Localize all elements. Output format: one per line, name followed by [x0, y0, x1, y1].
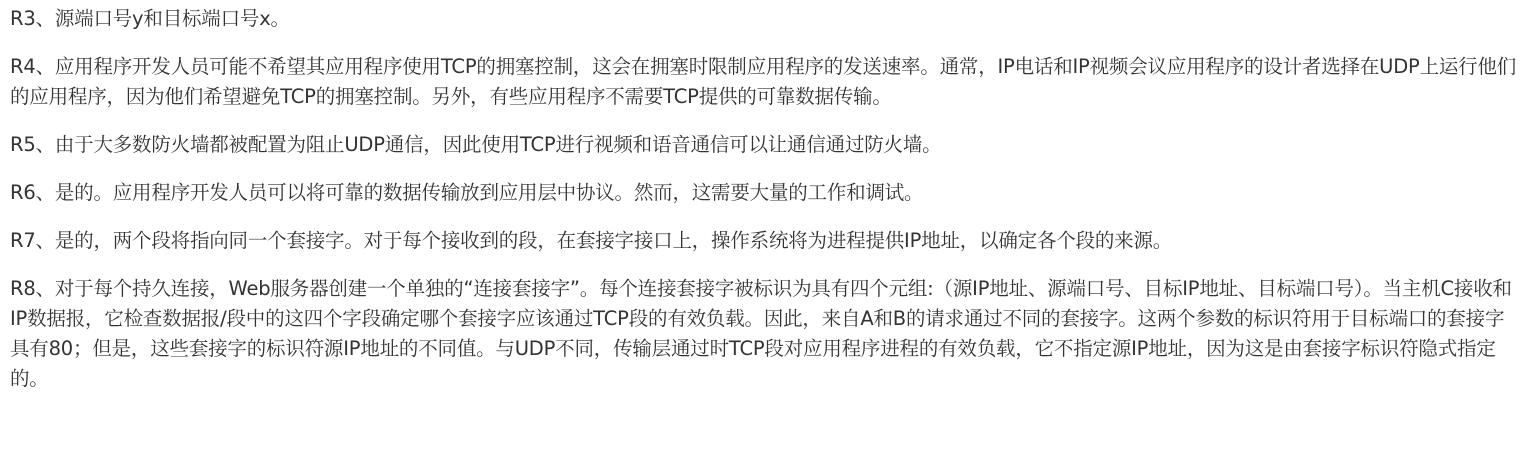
answer-r4: R4、应用程序开发人员可能不希望其应用程序使用TCP的拥塞控制，这会在拥塞时限制应用程序的发送速率。通常，IP电话和IP视频会议应用程序的设计者选择在UDP上运行他们的应用程序，因为他们希望避免TCP的拥塞控制。另外，有些应用程序不需要TCP提供的可靠数据传输。: [10, 55, 1517, 108]
answer-r5: R5、由于大多数防火墙都被配置为阻止UDP通信，因此使用TCP进行视频和语音通信可以让通信通过防火墙。: [10, 133, 942, 156]
answer-r8: R8、对于每个持久连接，Web服务器创建一个单独的“连接套接字”。每个连接套接字被标识为具有四个元组:（源IP地址、源端口号、目标IP地址、目标端口号）。当主机C接收和IP数据报，它检查数据报/段中的这四个字段确定哪个套接字应该通过TCP段的有效负载。因此，来自A和B的请求通过不同的套接字。这两个参数的标识符用于目标端口的套接字具有80；但是，这些套接字的标识符源IP地址的不同值。与UDP不同，传输层通过时TCP段对应用程序进程的有效负载，它不指定源IP地址，因为这是由套接字标识符隐式指定的。: [10, 277, 1512, 390]
answer-r6: R6、是的。应用程序开发人员可以将可靠的数据传输放到应用层中协议。然而，这需要大量的工作和调试。: [10, 181, 924, 204]
answer-r3: R3、源端口号y和目标端口号x。: [10, 7, 290, 30]
answer-r7: R7、是的，两个段将指向同一个套接字。对于每个接收到的段，在套接字接口上，操作系统将为进程提供IP地址，以确定各个段的来源。: [10, 229, 1173, 252]
